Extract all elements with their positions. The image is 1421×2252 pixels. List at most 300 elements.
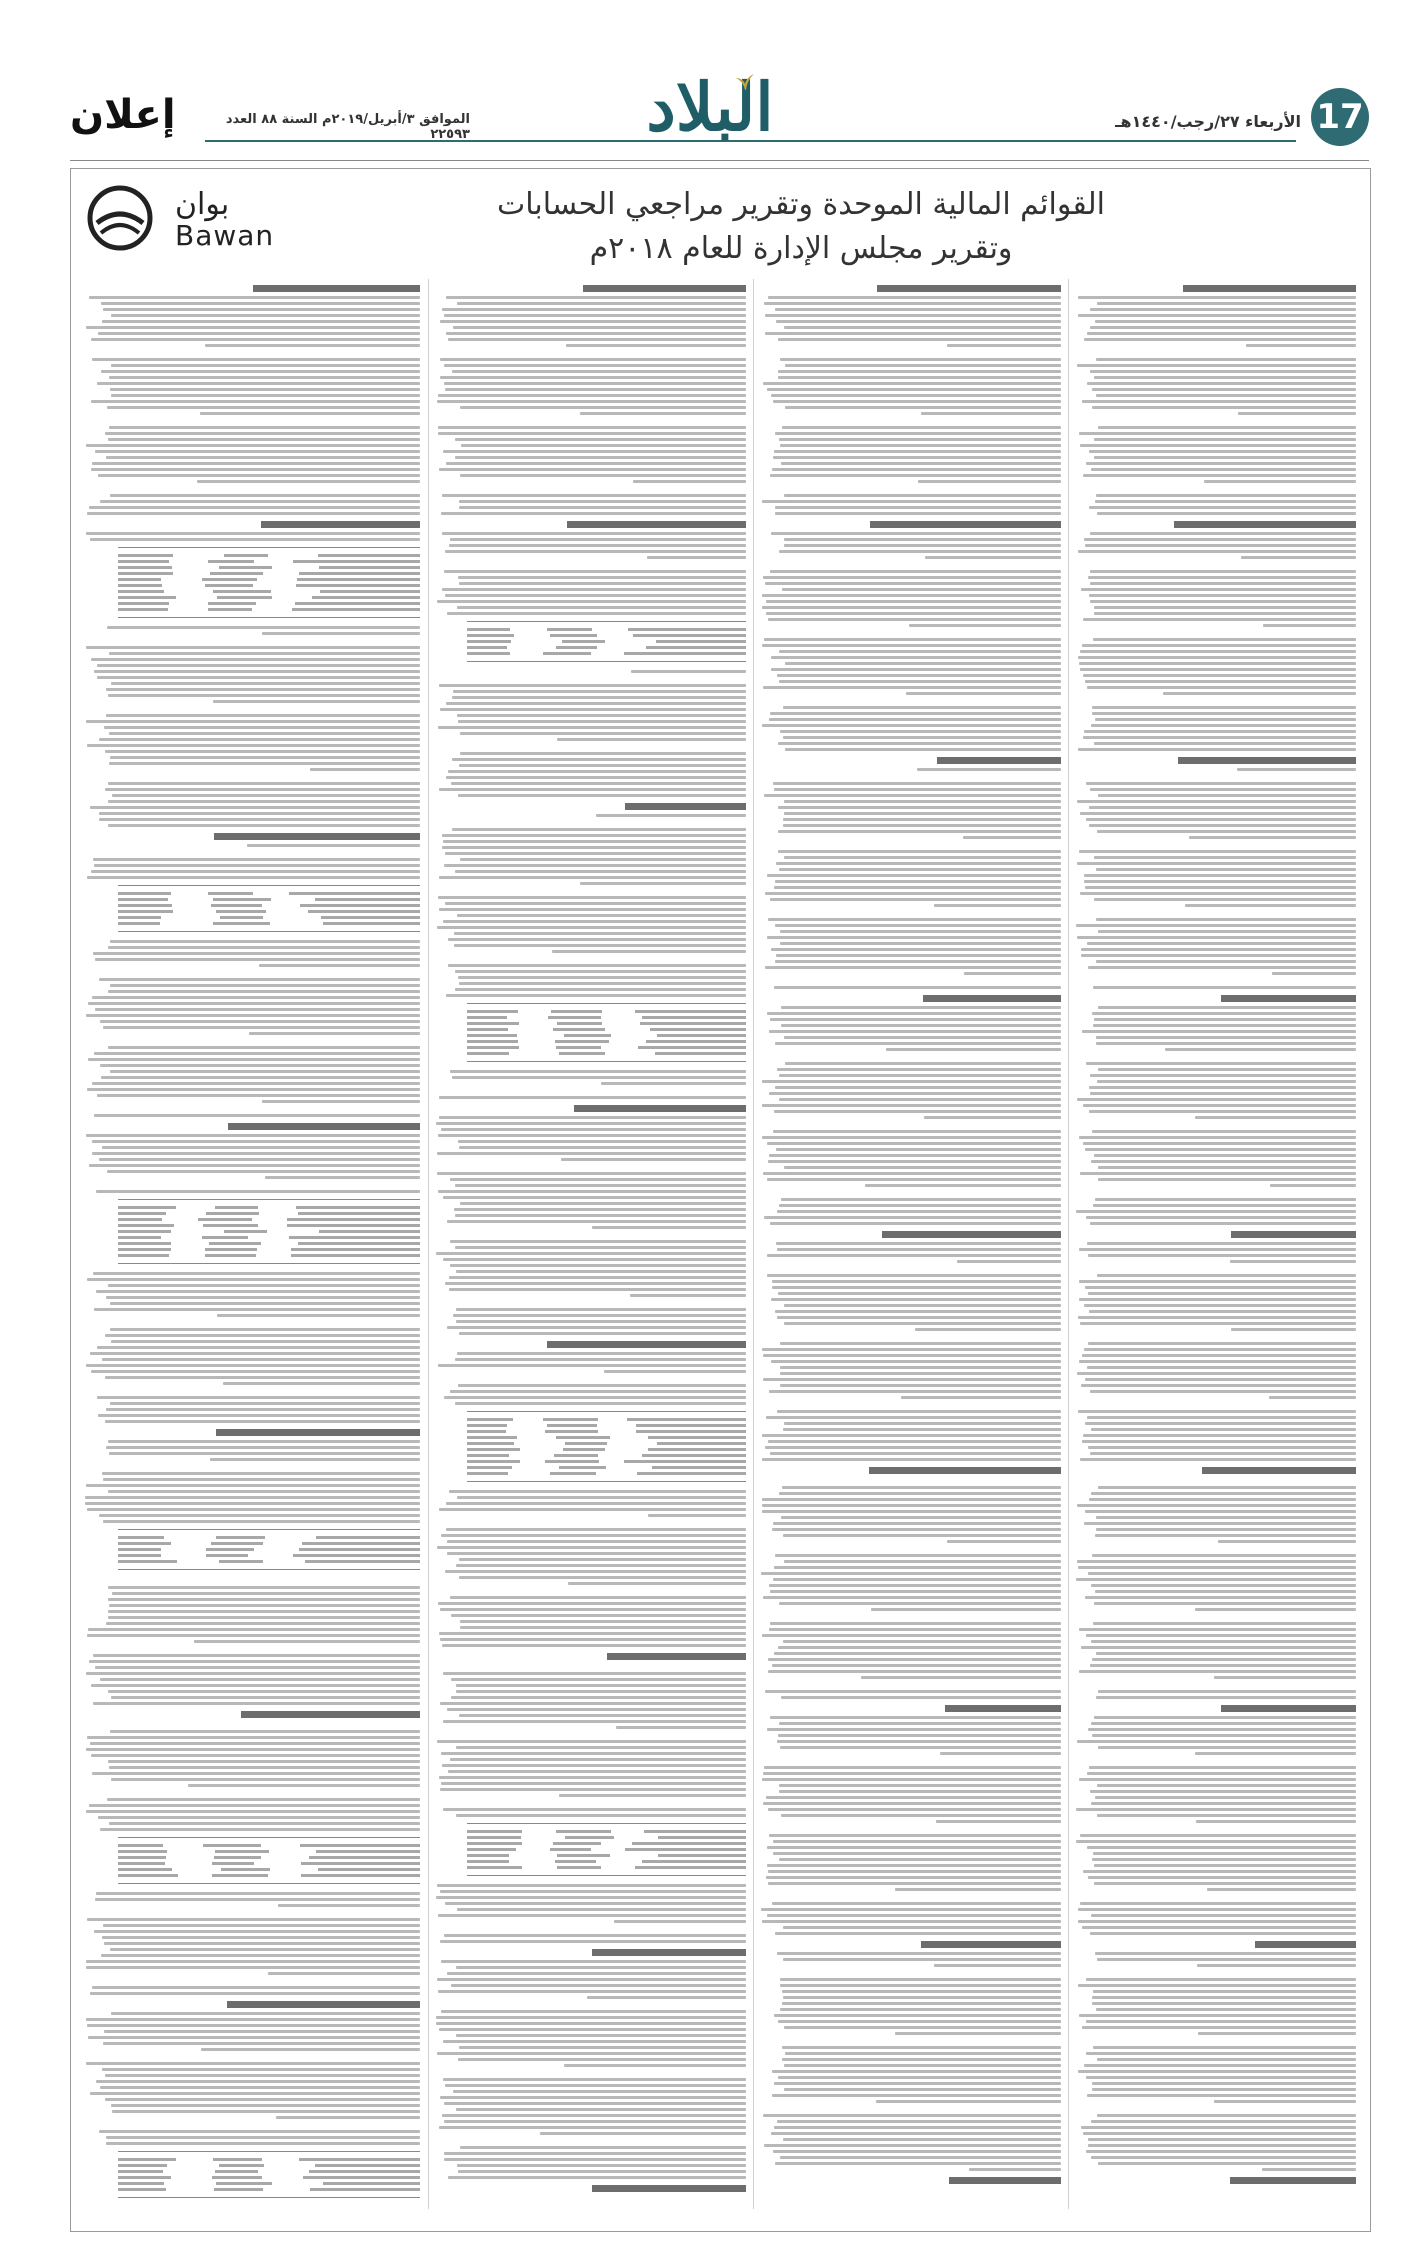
paragraph-gap: [436, 956, 746, 964]
text-line: [767, 1728, 1061, 1731]
text-line: [108, 1586, 420, 1589]
text-line: [438, 1134, 746, 1137]
text-line: [763, 1378, 1061, 1381]
text-line: [1093, 1024, 1356, 1027]
text-line: [771, 1298, 1061, 1301]
text-line: [770, 712, 1061, 715]
text-line: [1085, 1378, 1356, 1381]
text-line: [111, 1696, 420, 1699]
text-line: [106, 1408, 420, 1411]
text-line: [87, 1634, 420, 1637]
text-line: [781, 1198, 1061, 1201]
paragraph-gap: [1076, 2106, 1356, 2114]
text-line: [765, 966, 1061, 969]
text-line: [100, 1020, 420, 1023]
text-line: [103, 1520, 420, 1523]
text-line: [763, 686, 1061, 689]
text-line: [783, 2138, 1061, 2141]
table-cell: [625, 1848, 746, 1851]
table-cell: [467, 634, 514, 637]
text-line: [1082, 2026, 1356, 2029]
text-line: [1083, 1142, 1356, 1145]
text-line: [102, 2068, 420, 2071]
text-line: [87, 2024, 420, 2027]
text-line: [91, 1370, 420, 1373]
text-line: [906, 692, 1061, 695]
text-line: [915, 1328, 1061, 1331]
table-cell: [219, 2164, 264, 2167]
text-line: [1088, 1572, 1356, 1575]
text-line: [442, 1644, 746, 1647]
table-cell: [467, 1010, 518, 1013]
text-line: [105, 788, 420, 791]
text-line: [443, 1720, 746, 1723]
text-line: [772, 2070, 1061, 2073]
text-line: [1096, 1528, 1356, 1531]
table-cell: [303, 2176, 420, 2179]
table-cell: [212, 1874, 268, 1877]
text-line: [108, 1616, 420, 1619]
text-line: [1090, 308, 1356, 311]
section-heading-bar: [1230, 2177, 1356, 2184]
text-line: [785, 364, 1061, 367]
text-line: [98, 332, 420, 335]
text-line: [460, 406, 746, 409]
text-line: [1098, 930, 1356, 933]
text-line: [108, 1046, 420, 1049]
text-line: [1082, 1354, 1356, 1357]
text-line: [278, 1904, 420, 1907]
section-heading-bar: [921, 1941, 1061, 1948]
text-line: [775, 1554, 1061, 1557]
text-line: [777, 1740, 1061, 1743]
text-line: [1079, 1628, 1356, 1631]
text-line: [1080, 892, 1356, 895]
text-line: [1083, 674, 1356, 677]
text-line: [95, 450, 420, 453]
table-cell: [547, 1424, 597, 1427]
text-line: [772, 2094, 1061, 2097]
table-cell: [118, 1236, 161, 1239]
text-line: [767, 1254, 1061, 1257]
text-line: [97, 664, 420, 667]
text-line: [1080, 1902, 1356, 1905]
table-row: [118, 2188, 420, 2191]
table-cell: [559, 1466, 606, 1469]
figures-table: [118, 1837, 420, 1884]
table-row: [467, 1010, 746, 1013]
text-line: [774, 450, 1061, 453]
text-line: [1093, 1852, 1356, 1855]
text-line: [458, 2170, 746, 2173]
text-line: [445, 1282, 746, 1285]
text-line: [772, 1280, 1061, 1283]
text-line: [444, 382, 746, 385]
text-line: [440, 2096, 746, 2099]
text-line: [770, 1716, 1061, 1719]
text-line: [86, 326, 420, 329]
table-cell: [545, 1460, 599, 1463]
paragraph-gap: [1076, 1122, 1356, 1130]
table-cell: [319, 566, 420, 569]
table-cell: [296, 584, 420, 587]
column-divider: [428, 279, 429, 2209]
paragraph-gap: [1076, 1970, 1356, 1978]
text-line: [455, 1214, 746, 1217]
paragraph-gap: [761, 1682, 1061, 1690]
text-line: [765, 582, 1061, 585]
text-line: [768, 1870, 1061, 1873]
text-line: [443, 1808, 746, 1811]
table-cell: [118, 898, 168, 901]
text-line: [457, 606, 746, 609]
section-heading-bar: [1178, 757, 1356, 764]
text-column-4: [85, 279, 420, 2219]
text-line: [1198, 2032, 1356, 2035]
text-line: [103, 1478, 420, 1481]
text-line: [86, 1810, 420, 1813]
paragraph-gap: [436, 1088, 746, 1096]
text-line: [1197, 1964, 1356, 1967]
text-line: [1087, 1772, 1356, 1775]
text-line: [777, 1952, 1061, 1955]
text-line: [1084, 1522, 1356, 1525]
text-line: [771, 394, 1061, 397]
text-line: [441, 512, 746, 515]
text-line: [764, 302, 1061, 305]
text-line: [110, 1948, 420, 1951]
text-line: [96, 1892, 420, 1895]
text-line: [1094, 1864, 1356, 1867]
text-line: [1095, 1952, 1356, 1955]
table-cell: [543, 1418, 598, 1421]
text-line: [1090, 1390, 1356, 1393]
table-cell: [320, 590, 420, 593]
text-line: [453, 2090, 746, 2093]
text-line: [763, 1596, 1061, 1599]
text-line: [97, 382, 420, 385]
section-heading-bar: [923, 995, 1061, 1002]
table-row: [118, 1218, 420, 1221]
text-line: [458, 2058, 746, 2061]
text-line: [110, 1402, 420, 1405]
table-cell: [547, 628, 592, 631]
text-line: [596, 814, 746, 817]
text-line: [1089, 506, 1356, 509]
text-line: [440, 1788, 746, 1791]
text-line: [765, 332, 1061, 335]
text-line: [775, 1932, 1061, 1935]
section-heading-bar: [592, 2185, 746, 2192]
table-cell: [557, 1022, 602, 1025]
text-line: [895, 2032, 1061, 2035]
text-line: [940, 1752, 1061, 1755]
text-line: [1097, 1274, 1356, 1277]
text-line: [772, 1286, 1061, 1289]
text-line: [1092, 1012, 1356, 1015]
text-line: [768, 1160, 1061, 1163]
text-line: [630, 1294, 746, 1297]
text-line: [1081, 588, 1356, 591]
text-line: [772, 1902, 1061, 1905]
table-cell: [562, 640, 605, 643]
text-line: [91, 1684, 420, 1687]
text-line: [1094, 376, 1356, 379]
text-line: [459, 1576, 746, 1579]
text-line: [774, 1110, 1061, 1113]
text-line: [1096, 2008, 1356, 2011]
text-line: [86, 2018, 420, 2021]
text-line: [1093, 2046, 1356, 2049]
text-line: [443, 2040, 746, 2043]
text-line: [1093, 1204, 1356, 1207]
text-line: [446, 1502, 746, 1505]
text-line: [459, 1146, 746, 1149]
text-line: [445, 902, 746, 905]
text-line: [566, 344, 746, 347]
table-row: [118, 1206, 420, 1209]
text-line: [105, 1334, 420, 1337]
paragraph-gap: [85, 1646, 420, 1654]
paragraph-gap: [761, 562, 1061, 570]
text-line: [779, 1602, 1061, 1605]
text-line: [783, 1640, 1061, 1643]
text-line: [265, 1176, 420, 1179]
paragraph-gap: [436, 676, 746, 684]
table-cell: [211, 1542, 263, 1545]
text-line: [110, 494, 420, 497]
table-cell: [550, 634, 597, 637]
text-line: [457, 2164, 746, 2167]
text-line: [112, 794, 420, 797]
text-line: [1084, 2064, 1356, 2067]
text-line: [459, 1714, 746, 1717]
text-line: [439, 1776, 746, 1779]
text-line: [90, 538, 420, 541]
text-line: [761, 1572, 1061, 1575]
table-row: [467, 1028, 746, 1031]
text-line: [561, 1158, 746, 1161]
text-line: [1078, 656, 1356, 659]
text-line: [437, 926, 746, 929]
text-line: [99, 1158, 420, 1161]
text-line: [108, 1598, 420, 1601]
paragraph-gap: [1076, 1266, 1356, 1274]
text-line: [1089, 1086, 1356, 1089]
text-line: [775, 432, 1061, 435]
text-line: [782, 2058, 1061, 2061]
text-line: [86, 1134, 420, 1137]
text-line: [1091, 2156, 1356, 2159]
text-line: [769, 1092, 1061, 1095]
table-cell: [118, 2164, 167, 2167]
text-line: [780, 1366, 1061, 1369]
paragraph-gap: [436, 350, 746, 358]
table-row: [118, 1230, 420, 1233]
text-line: [785, 2052, 1061, 2055]
paragraph-gap: [1076, 1758, 1356, 1766]
text-line: [921, 412, 1061, 415]
text-line: [109, 426, 420, 429]
text-line: [108, 438, 420, 441]
text-line: [1088, 1446, 1356, 1449]
text-line: [773, 1852, 1061, 1855]
text-line: [109, 376, 420, 379]
text-line: [778, 1646, 1061, 1649]
text-line: [1084, 538, 1356, 541]
text-line: [109, 1822, 420, 1825]
text-line: [1098, 1746, 1356, 1749]
text-line: [784, 1422, 1061, 1425]
paragraph-gap: [85, 774, 420, 782]
paragraph-gap: [436, 2070, 746, 2078]
text-line: [768, 1658, 1061, 1661]
text-line: [633, 480, 746, 483]
text-line: [1083, 618, 1356, 621]
text-line: [438, 426, 746, 429]
paragraph-gap: [1076, 1054, 1356, 1062]
text-line: [784, 800, 1061, 803]
text-line: [771, 948, 1061, 951]
paragraph-gap: [436, 486, 746, 494]
text-line: [1098, 1690, 1356, 1693]
text-line: [445, 388, 746, 391]
text-line: [458, 976, 746, 979]
table-cell: [118, 1874, 178, 1877]
text-line: [1076, 1210, 1356, 1213]
text-line: [310, 768, 420, 771]
table-cell: [211, 904, 262, 907]
text-line: [774, 986, 1061, 989]
text-line: [775, 924, 1061, 927]
text-line: [210, 1458, 420, 1461]
table-cell: [550, 1848, 591, 1851]
text-line: [775, 2162, 1061, 2165]
table-cell: [202, 578, 257, 581]
text-line: [436, 1122, 746, 1125]
text-line: [103, 1026, 420, 1029]
text-line: [444, 2102, 746, 2105]
text-line: [103, 308, 420, 311]
text-line: [1086, 2020, 1356, 2023]
paragraph-gap: [1076, 630, 1356, 638]
paragraph-gap: [85, 2122, 420, 2130]
table-cell: [642, 1860, 746, 1863]
text-line: [437, 2052, 746, 2055]
text-line: [449, 1288, 746, 1291]
text-line: [771, 532, 1061, 535]
newspaper-logo[interactable]: [630, 70, 790, 150]
text-line: [762, 1104, 1061, 1107]
text-line: [768, 1670, 1061, 1673]
text-line: [1098, 1068, 1356, 1071]
text-line: [647, 556, 746, 559]
text-line: [439, 2126, 746, 2129]
text-line: [771, 2132, 1061, 2135]
table-cell: [118, 566, 172, 569]
text-line: [1095, 500, 1356, 503]
text-line: [438, 1602, 746, 1605]
text-line: [765, 1446, 1061, 1449]
text-line: [784, 538, 1061, 541]
text-line: [460, 474, 746, 477]
section-heading-bar: [228, 1123, 420, 1130]
text-line: [767, 1274, 1061, 1277]
table-cell: [628, 628, 746, 631]
text-line: [92, 1140, 420, 1143]
text-line: [1207, 1888, 1356, 1891]
table-cell: [216, 2182, 272, 2185]
text-column-2: [761, 279, 1061, 2219]
section-heading-bar: [1174, 521, 1356, 528]
text-line: [1091, 724, 1356, 727]
text-line: [437, 1152, 746, 1155]
text-line: [448, 964, 746, 967]
text-line: [770, 1590, 1061, 1593]
text-line: [108, 1690, 420, 1693]
text-line: [770, 1622, 1061, 1625]
text-line: [87, 876, 420, 879]
text-line: [1096, 494, 1356, 497]
text-line: [1088, 2138, 1356, 2141]
text-line: [86, 2062, 420, 2065]
text-line: [778, 1292, 1061, 1295]
text-line: [768, 1882, 1061, 1885]
text-line: [1090, 570, 1356, 573]
text-line: [1083, 1104, 1356, 1107]
text-line: [604, 1370, 746, 1373]
text-line: [1078, 1566, 1356, 1569]
text-line: [784, 1166, 1061, 1169]
table-cell: [293, 1554, 420, 1557]
text-line: [1077, 936, 1356, 939]
text-line: [1093, 986, 1356, 989]
text-line: [457, 1908, 746, 1911]
table-cell: [554, 1454, 598, 1457]
company-name-arabic: بوان: [175, 187, 230, 222]
section-heading-bar: [1183, 285, 1356, 292]
text-line: [1090, 1092, 1356, 1095]
paragraph-gap: [436, 1926, 746, 1934]
text-line: [201, 2048, 420, 2051]
paragraph-gap: [436, 1232, 746, 1240]
table-row: [467, 1466, 746, 1469]
table-cell: [291, 1254, 420, 1257]
text-line: [1080, 650, 1356, 653]
text-line: [456, 1814, 746, 1817]
text-line: [783, 1926, 1061, 1929]
text-line: [110, 984, 420, 987]
text-line: [102, 1358, 420, 1361]
text-line: [1095, 1198, 1356, 1201]
paragraph-gap: [85, 1388, 420, 1396]
text-line: [85, 1502, 420, 1505]
text-line: [88, 1628, 420, 1631]
newspaper-logo-text: البلاد: [646, 68, 774, 146]
text-line: [1079, 1298, 1356, 1301]
text-line: [782, 1990, 1061, 1993]
text-line: [217, 1314, 420, 1317]
text-line: [445, 1570, 746, 1573]
text-line: [1080, 812, 1356, 815]
table-cell: [556, 646, 597, 649]
text-line: [106, 1622, 420, 1625]
text-line: [93, 952, 420, 955]
table-cell: [553, 1028, 605, 1031]
palm-leaf-icon: [734, 70, 756, 92]
text-line: [1087, 1846, 1356, 1849]
text-line: [1081, 948, 1356, 951]
